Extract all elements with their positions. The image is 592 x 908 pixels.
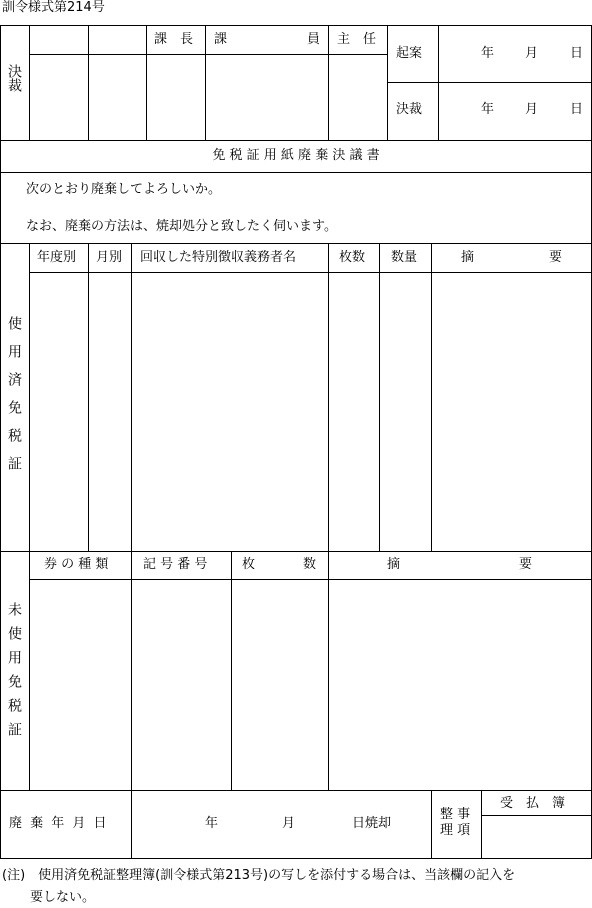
- note-line-2: 要しない。: [30, 890, 96, 905]
- shunin-header: 主 任: [337, 32, 377, 47]
- unused-header-tekiyo-right: 要: [519, 557, 533, 572]
- kessai-day: 日: [570, 102, 584, 117]
- ukeharai-label: 受 払 簿: [500, 796, 566, 811]
- unused-header-maisu-left: 枚: [242, 557, 256, 572]
- kian-day: 日: [570, 46, 584, 61]
- used-header-suryo: 数量: [391, 250, 418, 265]
- form-number-label: 訓令様式第214号: [2, 0, 105, 15]
- used-header-tekiyo-left: 摘: [461, 250, 475, 265]
- disposal-month: 月: [282, 816, 296, 831]
- unused-header-kigo: 記 号 番 号: [143, 557, 208, 572]
- kian-month: 月: [525, 46, 539, 61]
- kain-header-left: 課: [214, 32, 228, 47]
- used-side-label: 使用済免税証: [6, 316, 22, 484]
- kain-header-right: 員: [307, 32, 321, 47]
- disposal-year: 年: [205, 816, 219, 831]
- document-title: 免 税 証 用 紙 廃 棄 決 議 書: [212, 148, 380, 163]
- kessai-month: 月: [525, 102, 539, 117]
- body-line-2: なお、廃棄の方法は、焼却処分と致したく伺います。: [26, 219, 337, 234]
- used-header-tekiyo-right: 要: [549, 250, 563, 265]
- body-line-1: 次のとおり廃棄してよろしいか。: [26, 182, 222, 197]
- used-header-gimusha: 回収した特別徴収義務者名: [140, 250, 297, 265]
- unused-side-label: 未使用免税証: [6, 602, 22, 746]
- note-line-1: (注) 使用済免税証整理簿(訓令様式第213号)の写しを添付する場合は、当該欄の記入を: [2, 868, 516, 883]
- kessai-year: 年: [481, 102, 495, 117]
- seiri-jiko-bottom: 理 項: [440, 823, 471, 838]
- approval-side-label: 決裁: [6, 64, 22, 92]
- unused-header-maisu-right: 数: [303, 557, 317, 572]
- seiri-jiko-top: 整 事: [440, 807, 471, 822]
- kian-label: 起案: [396, 46, 423, 61]
- used-header-nendo: 年度別: [37, 250, 77, 265]
- disposal-day-burn: 日焼却: [352, 816, 392, 831]
- used-header-maisu: 枚数: [339, 250, 366, 265]
- disposal-date-label: 廃 棄 年 月 日: [9, 816, 109, 831]
- kacho-header: 課 長: [154, 32, 194, 47]
- used-header-tsuki: 月別: [96, 250, 123, 265]
- kessai-label: 決裁: [396, 102, 423, 117]
- unused-header-tekiyo-left: 摘: [387, 557, 401, 572]
- kian-year: 年: [481, 46, 495, 61]
- unused-header-ken: 券 の 種 類: [44, 557, 109, 572]
